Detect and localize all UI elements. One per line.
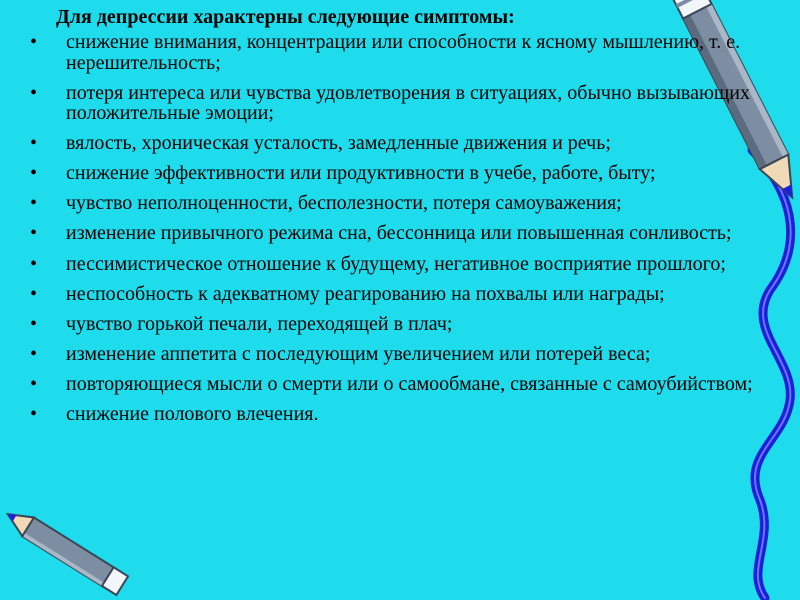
symptom-text: потеря интереса или чувства удовлетворения в ситуациях, обычно вызывающих положительные эмоции;: [66, 81, 750, 125]
bullet-icon: •: [30, 312, 38, 335]
bullet-icon: •: [30, 222, 38, 245]
list-item: [28, 284, 768, 305]
symptom-text: повторяющиеся мысли о смерти или о самообмане, связанные с самоубийством;: [66, 372, 753, 395]
list-item: [28, 32, 768, 73]
symptom-list: [28, 32, 768, 434]
list-item: [28, 83, 768, 124]
list-item: [28, 374, 768, 395]
list-item: [28, 163, 768, 184]
bullet-icon: •: [30, 162, 38, 185]
bullet-icon: •: [30, 31, 38, 53]
list-item: [28, 133, 768, 154]
symptom-text: снижение полового влечения.: [66, 403, 319, 426]
bullet-icon: •: [30, 81, 38, 104]
list-item: [28, 254, 768, 275]
symptom-text: неспособность к адекватному реагированию на похвалы или награды;: [66, 282, 665, 305]
symptom-text: вялость, хроническая усталость, замедленные движения и речь;: [66, 132, 611, 155]
bullet-icon: •: [30, 342, 38, 365]
symptom-text: изменение привычного режима сна, бессонница или повышенная сонливость;: [66, 222, 732, 245]
bullet-icon: •: [30, 282, 38, 305]
symptom-text: снижение эффективности или продуктивности в учебе, работе, быту;: [66, 162, 656, 185]
list-item: [28, 314, 768, 335]
symptom-text: чувство горькой печали, переходящей в плач;: [66, 312, 453, 335]
list-item: [28, 193, 768, 214]
bullet-icon: •: [30, 372, 38, 395]
bullet-icon: •: [30, 403, 38, 426]
list-item: [28, 404, 768, 425]
bullet-icon: •: [30, 252, 38, 275]
slide-heading: Для депрессии характерны следующие симптомы:: [56, 6, 515, 28]
bullet-icon: •: [30, 192, 38, 215]
list-item: [28, 223, 768, 244]
symptom-text: изменение аппетита с последующим увеличением или потерей веса;: [66, 342, 651, 365]
symptom-text: чувство неполноценности, бесполезности, потеря самоуважения;: [66, 192, 622, 215]
symptom-text: снижение внимания, концентрации или способности к ясному мышлению, т. е. нерешительность;: [66, 31, 741, 74]
list-item: [28, 344, 768, 365]
symptom-text: пессимистическое отношение к будущему, негативное восприятие прошлого;: [66, 252, 726, 275]
bullet-icon: •: [30, 132, 38, 155]
